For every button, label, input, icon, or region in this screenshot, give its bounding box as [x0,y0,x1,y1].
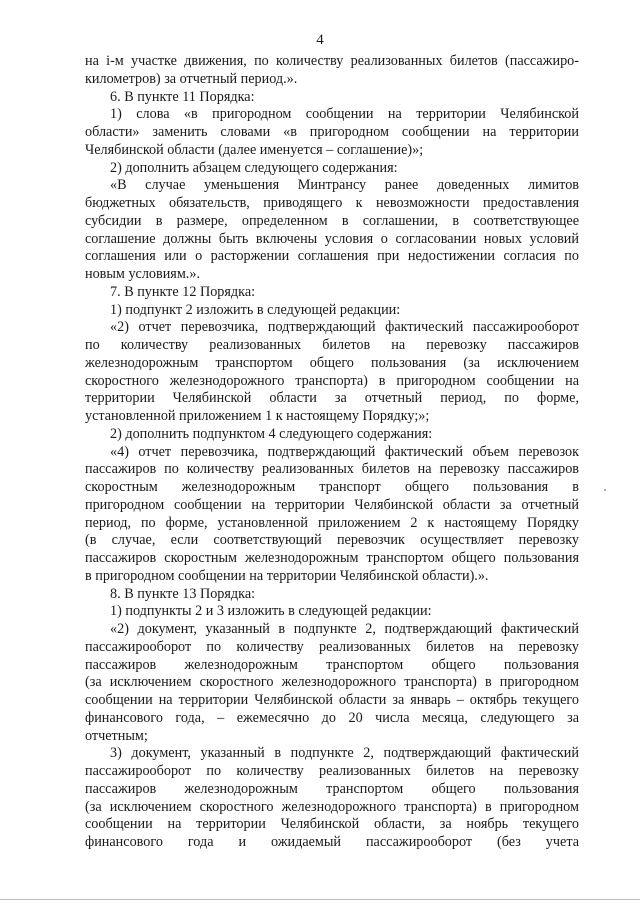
text-line: отчетным; [85,727,148,744]
text-line: 8. В пункте 13 Порядка: [110,585,256,602]
text-line: 7. В пункте 12 Порядка: [110,283,256,300]
text-line: 6. В пункте 11 Порядка: [110,88,255,105]
text-line: в пригородном сообщении на территории Челябинской области).». [85,567,489,584]
scan-edge-line [0,899,640,900]
text-line: 1) подпункты 2 и 3 изложить в следующей редакции: [110,603,432,620]
text-line: пригородном сообщении на территории Челябинской области за отчетный [85,496,579,513]
text-line: пассажиров железнодорожным транспортом общего пользования [85,656,579,673]
text-line: километров) за отчетный период.». [85,70,298,87]
text-line: 3) документ, указанный в подпункте 2, подтверждающий фактический [110,745,579,762]
text-line: пассажирооборот по количеству реализованных билетов на перевозку [85,638,579,655]
text-line: 2) дополнить абзацем следующего содержания: [110,159,398,176]
page-number: 4 [316,32,324,48]
document-body [85,53,579,852]
text-line: на i-м участке движения, по количеству реализованных билетов (пассажиро- [85,53,579,69]
text-line: пассажиров железнодорожным транспортом общего пользования [85,780,579,797]
text-line: пассажиров по количеству реализованных билетов на перевозку пассажиров [85,461,579,478]
text-line: период, по форме, установленной приложением 2 к настоящему Порядку [85,514,579,531]
text-line: соглашения или о расторжении соглашения при недостижении согласия по [85,248,579,265]
text-line: (за исключением скоростного железнодорожного транспорта) в пригородном [85,798,579,815]
text-line: «В случае уменьшения Минтрансу ранее доведенных лимитов [110,177,579,194]
text-line: (за исключением скоростного железнодорожного транспорта) в пригородном [85,674,579,691]
text-line: «2) отчет перевозчика, подтверждающий фактический пассажирооборот [110,319,579,336]
text-line: пассажиров скоростным железнодорожным транспортом общего пользования [85,550,579,566]
text-line: скоростного железнодорожного транспорта) в пригородном сообщении на [85,372,579,389]
text-line: 1) слова «в пригородном сообщении на территории Челябинской [110,106,579,123]
text-line: 1) подпункт 2 изложить в следующей редакции: [110,301,401,318]
text-line: сообщении на территории Челябинской области за январь – октябрь текущего [85,692,579,708]
scan-speck [604,489,606,491]
text-line: финансового года и ожидаемый пассажирооборот (без учета [85,834,579,850]
text-line: пассажирооборот по количеству реализованных билетов на перевозку [85,763,579,779]
text-line: «2) документ, указанный в подпункте 2, подтверждающий фактический [110,621,579,637]
text-line: бюджетных обязательств, приводящего к невозможности предоставления [85,195,579,211]
text-line: области» заменить словами «в пригородном сообщении на территории [85,124,579,140]
text-line: скоростным железнодорожным транспорт общего пользования в [85,479,579,495]
text-line: по количеству реализованных билетов на перевозку пассажиров [85,337,579,353]
text-line: сообщении на территории Челябинской области, за ноябрь текущего [85,816,579,833]
text-line: железнодорожным транспортом общего пользования (за исключением [85,354,579,371]
text-line: территории Челябинской области за отчетный период, по форме, [85,390,579,407]
text-line: финансового года, – ежемесячно до 20 числа месяца, следующего за [85,709,579,726]
text-line: 2) дополнить подпунктом 4 следующего содержания: [110,425,433,442]
text-line: новым условиям.». [85,266,200,282]
text-line: «4) отчет перевозчика, подтверждающий фактический объем перевозок [110,443,579,460]
text-line: соглашение должны быть включены условия о согласовании новых условий [85,230,579,247]
text-line: Челябинской области (далее именуется – соглашение)»; [85,141,424,158]
text-line: установленной приложением 1 к настоящему Порядку;»; [85,408,430,424]
text-line: субсидии в размере, определенном в соглашении, в соответствующее [85,212,579,229]
text-line: (в случае, если соответствующий перевозчик осуществляет перевозку [85,532,579,549]
